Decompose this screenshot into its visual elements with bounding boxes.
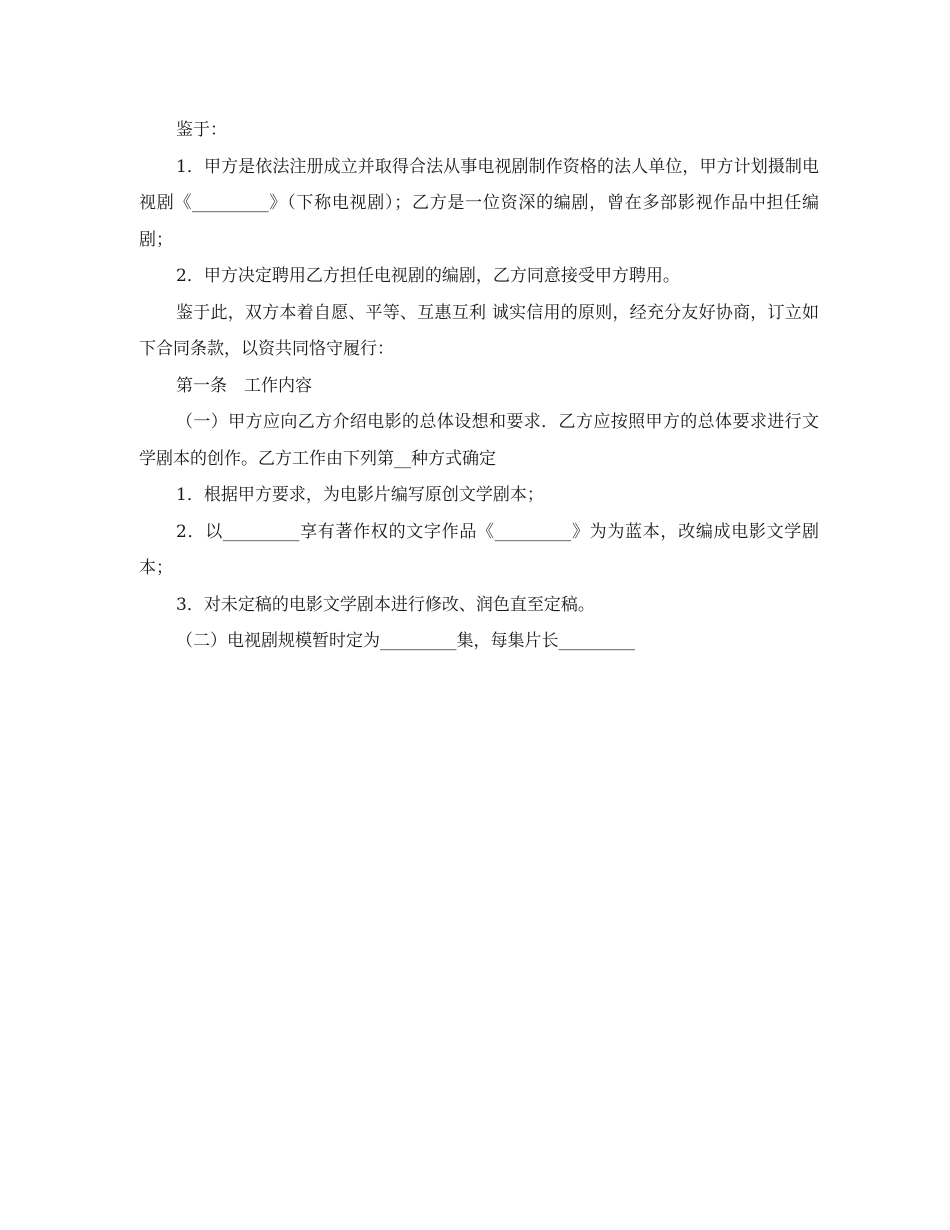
clause-1-1-item-1: 1．根据甲方要求，为电影片编写原创文学剧本； bbox=[176, 485, 544, 505]
clause-1-2: （二）电视剧规模暂时定为_________集，每集片长_________ bbox=[176, 631, 635, 651]
clause-1-1: （一）甲方应向乙方介绍电影的总体设想和要求．乙方应按照甲方的总体要求进行文学剧本的创作。乙方工作由下列第__种方式确定 bbox=[139, 412, 819, 469]
paragraph-recital-1: 1．甲方是依法注册成立并取得合法从事电视剧制作资格的法人单位，甲方计划摄制电视剧《_________》（下称电视剧）；乙方是一位资深的编剧，曾在多部影视作品中担任编剧； bbox=[139, 156, 819, 250]
clause-1-1-item-2: 2．以_________享有著作权的文字作品《_________》为为蓝本，改编成电影文学剧本； bbox=[139, 521, 819, 578]
document-body bbox=[139, 112, 819, 660]
paragraph-whereas: 鉴于： bbox=[176, 120, 227, 140]
paragraph-recital-2: 2．甲方决定聘用乙方担任电视剧的编剧，乙方同意接受甲方聘用。 bbox=[176, 266, 680, 286]
article-1-heading: 第一条 工作内容 bbox=[176, 375, 312, 396]
paragraph-agreement-intro: 鉴于此，双方本着自愿、平等、互惠互利 诚实信用的原则，经充分友好协商，订立如下合同条款，以资共同恪守履行： bbox=[139, 302, 819, 359]
clause-1-1-item-3: 3．对未定稿的电影文学剧本进行修改、润色直至定稿。 bbox=[176, 594, 595, 615]
